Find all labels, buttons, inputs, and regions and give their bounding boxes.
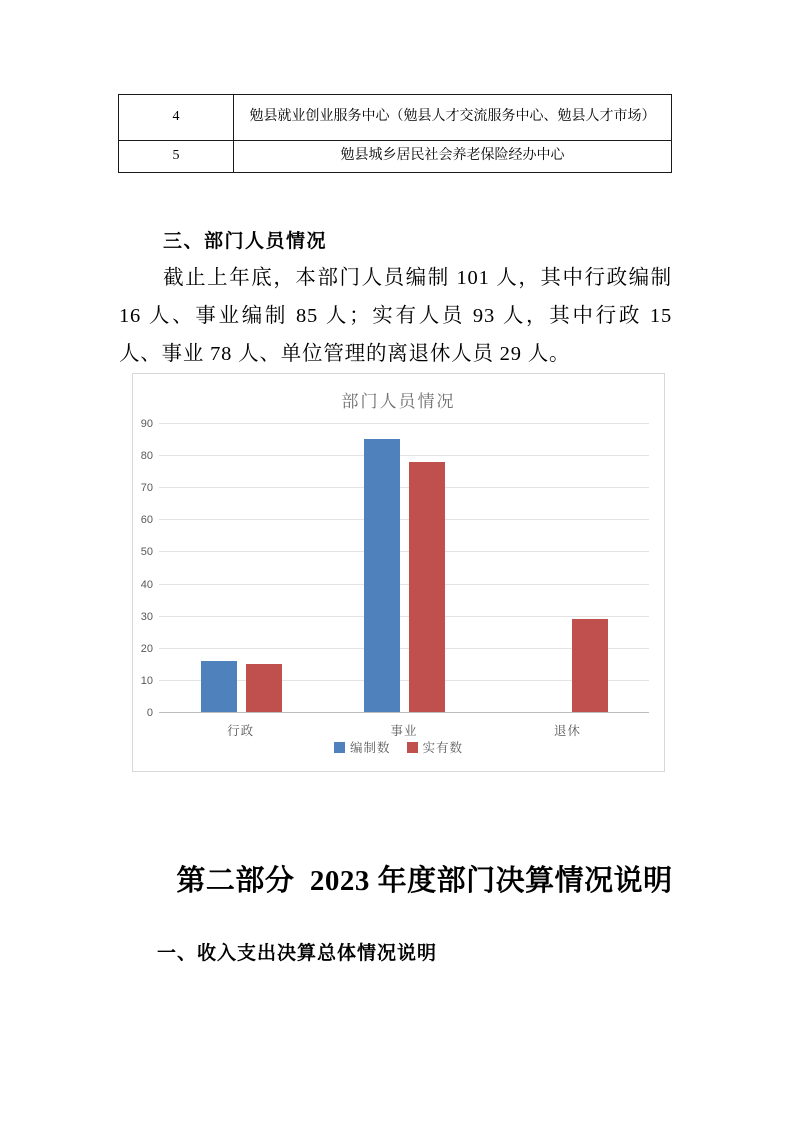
bar-实有数-事业 bbox=[409, 462, 445, 712]
section3-heading: 三、部门人员情况 bbox=[163, 231, 328, 252]
bar-实有数-退休 bbox=[572, 619, 608, 712]
part2-heading: 第二部分 2023 年度部门决算情况说明 bbox=[176, 865, 673, 897]
chart-title: 部门人员情况 bbox=[341, 392, 456, 411]
x-axis-label-退休: 退休 bbox=[553, 724, 581, 738]
y-axis-tick-30: 30 bbox=[140, 610, 153, 623]
legend-item-实有数 bbox=[407, 738, 464, 756]
y-axis-tick-0: 0 bbox=[146, 707, 153, 719]
bar-实有数-行政 bbox=[246, 664, 282, 712]
row-number-cell: 4 bbox=[119, 95, 234, 141]
row-number-cell: 5 bbox=[119, 141, 234, 173]
y-axis-tick-80: 80 bbox=[140, 450, 153, 463]
table-row bbox=[119, 141, 672, 173]
chart-legend bbox=[133, 738, 664, 756]
y-axis-tick-10: 10 bbox=[140, 674, 153, 687]
legend-item-编制数 bbox=[334, 738, 391, 756]
chart-plot-area bbox=[140, 418, 649, 738]
bar-group-事业 bbox=[364, 439, 445, 712]
y-axis-tick-20: 20 bbox=[140, 642, 153, 655]
table-row bbox=[119, 95, 672, 141]
unit-name-cell: 勉县就业创业服务中心（勉县人才交流服务中心、勉县人才市场） bbox=[234, 95, 672, 141]
x-axis-label-事业: 事业 bbox=[390, 724, 418, 738]
section3-paragraph: 截止上年底，本部门人员编制 101 人，其中行政编制 16 人、事业编制 85 人；实有人员 93 人，其中行政 15 人、事业 78 人、单位管理的离退休人员 29 人。 bbox=[119, 267, 672, 365]
y-axis-tick-70: 70 bbox=[140, 482, 153, 495]
gridline-0 bbox=[159, 712, 649, 713]
gridline-90 bbox=[159, 423, 649, 424]
legend-swatch-icon bbox=[407, 742, 418, 753]
y-axis-tick-90: 90 bbox=[140, 418, 153, 430]
x-axis-label-行政: 行政 bbox=[227, 724, 255, 738]
part2-subheading: 一、收入支出决算总体情况说明 bbox=[157, 943, 438, 964]
bar-编制数-事业 bbox=[364, 439, 400, 712]
bar-编制数-行政 bbox=[201, 661, 237, 712]
legend-label: 实有数 bbox=[422, 741, 464, 755]
personnel-bar-chart bbox=[132, 373, 665, 772]
y-axis-tick-60: 60 bbox=[140, 514, 153, 527]
unit-name-cell: 勉县城乡居民社会养老保险经办中心 bbox=[234, 141, 672, 173]
unit-list-table bbox=[118, 94, 672, 173]
legend-label: 编制数 bbox=[349, 741, 391, 755]
bar-group-退休 bbox=[527, 619, 608, 712]
legend-swatch-icon bbox=[334, 742, 345, 753]
y-axis-tick-40: 40 bbox=[140, 578, 153, 591]
y-axis-tick-50: 50 bbox=[140, 546, 153, 559]
bar-group-行政 bbox=[201, 661, 282, 712]
